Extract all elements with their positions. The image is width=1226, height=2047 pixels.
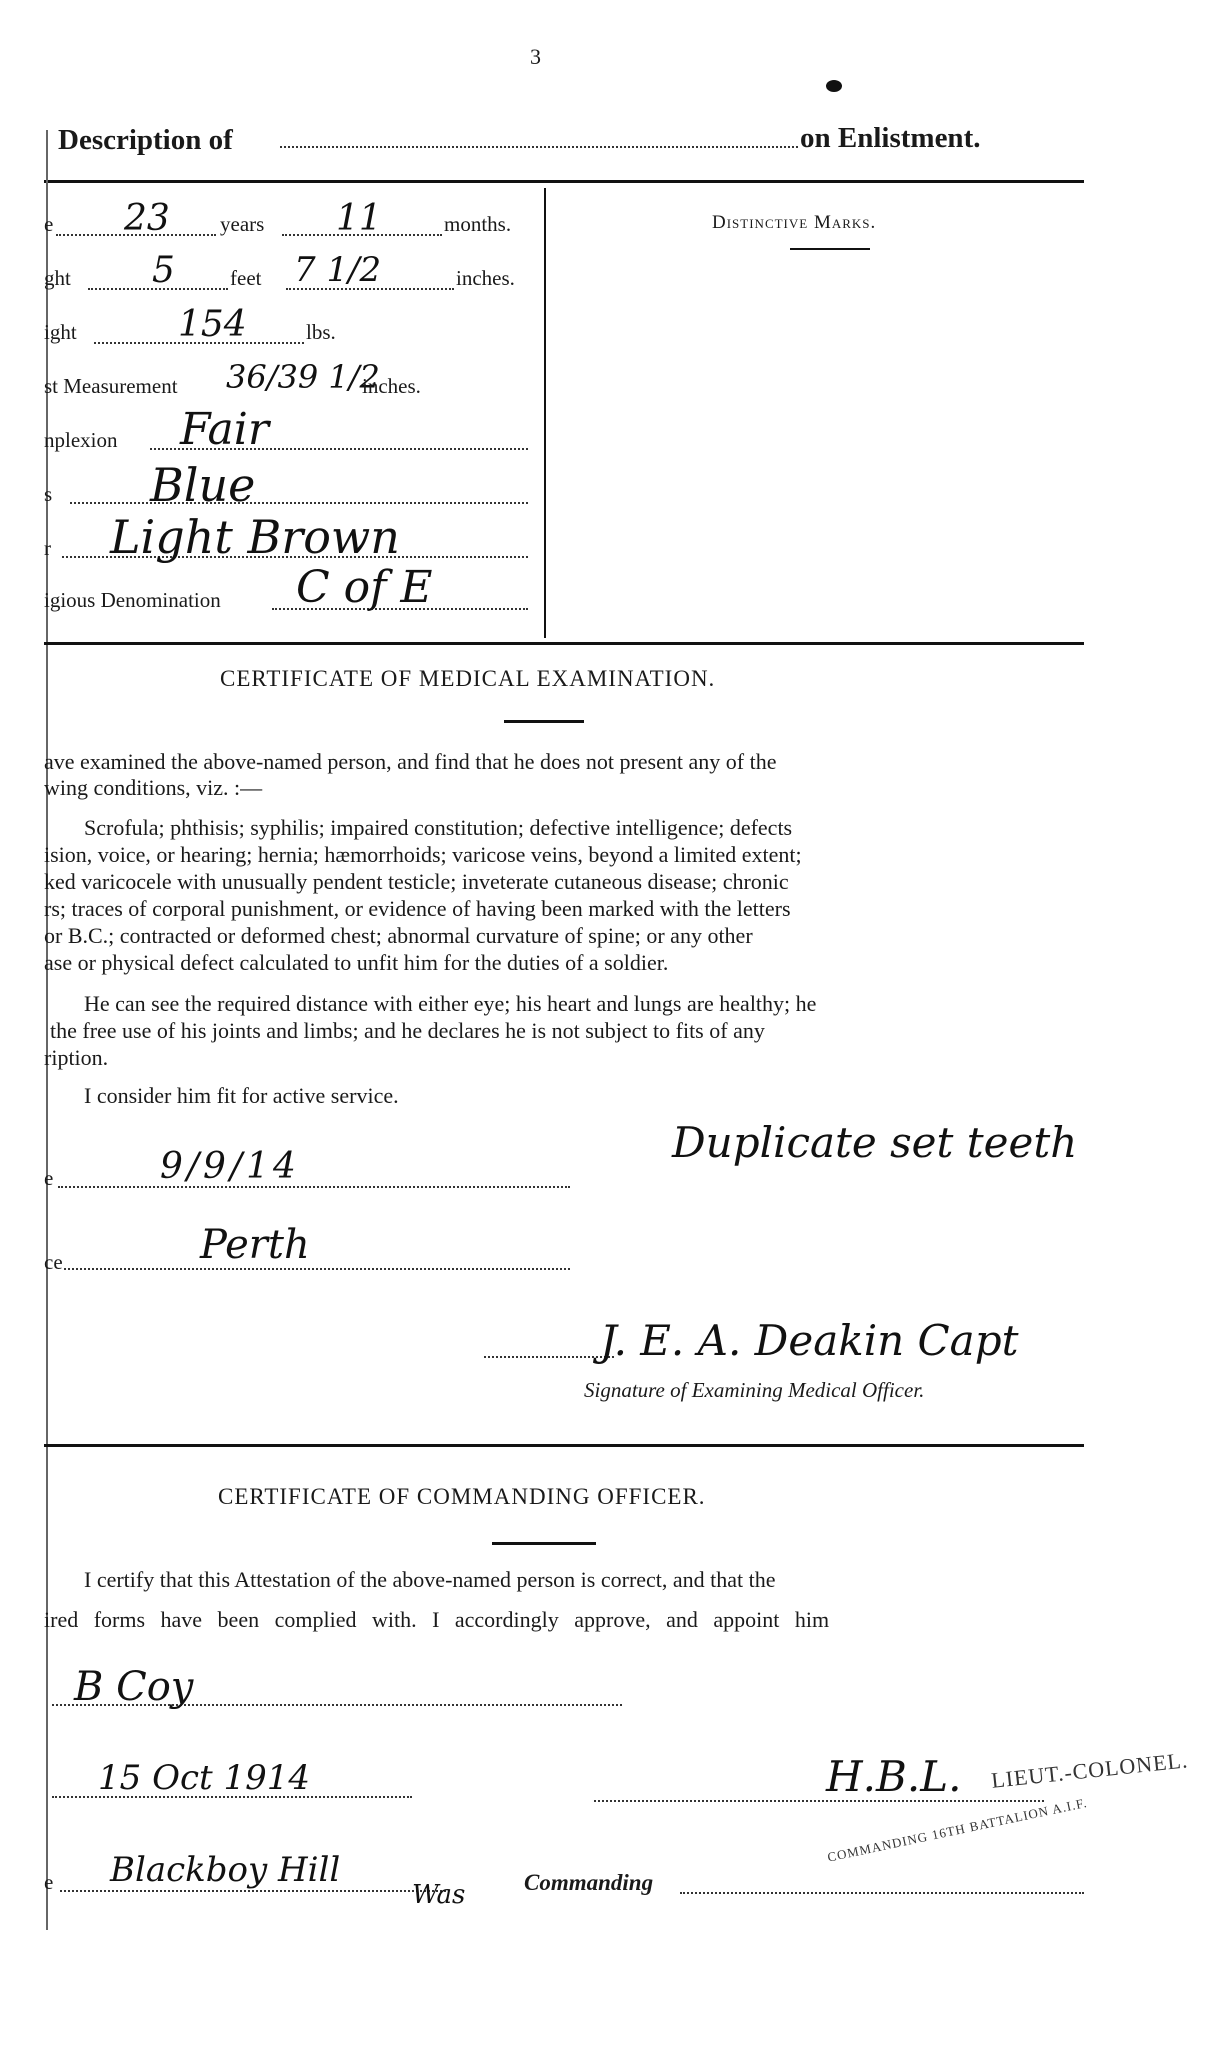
complexion-label: nplexion <box>44 428 118 452</box>
eyes-label: s <box>44 482 53 506</box>
medical-para1-b: wing conditions, viz. :— <box>44 775 263 800</box>
medical-para1: ave examined the above-named person, and find that he does not present any of the <box>44 749 777 774</box>
commanding-label-dotline <box>680 1892 1084 1894</box>
weight-value: 154 <box>178 304 247 345</box>
commanding-heading-underline <box>492 1542 596 1545</box>
distinctive-marks-heading: Distinctive Marks. <box>712 212 877 233</box>
company-value: B Coy <box>74 1664 194 1710</box>
left-margin-line <box>46 130 48 1930</box>
medical-para3-line2: the free use of his joints and limbs; and he declares he is not subject to fits of any <box>50 1018 765 1043</box>
medical-para2-line6: ase or physical defect calculated to unfit him for the duties of a soldier. <box>44 950 669 975</box>
commanding-heading: CERTIFICATE OF COMMANDING OFFICER. <box>218 1484 706 1509</box>
chest-unit: inches. <box>362 374 421 398</box>
age-years-label: years <box>220 212 265 236</box>
commanding-line1: I certify that this Attestation of the above-named person is correct, and that the <box>84 1567 776 1592</box>
medical-note: Duplicate set teeth <box>672 1118 1078 1167</box>
column-divider <box>544 188 546 638</box>
header-rule <box>44 180 1084 183</box>
height-label: ght <box>44 266 71 290</box>
religion-label: igious Denomination <box>44 588 221 612</box>
height-inches-value: 7 1/2 <box>294 250 382 290</box>
medical-para2-line4: rs; traces of corporal punishment, or evidence of having been marked with the letters <box>44 896 791 921</box>
commanding-date-value: 15 Oct 1914 <box>98 1758 310 1798</box>
eyes-dotline <box>70 502 528 504</box>
commanding-label: Commanding <box>524 1870 654 1895</box>
distinctive-marks-underline <box>790 248 870 250</box>
age-months-value: 11 <box>336 198 382 239</box>
weight-label: ight <box>44 320 77 344</box>
eyes-value: Blue <box>150 458 256 512</box>
medical-para3-line1: He can see the required distance with either eye; his heart and lungs are healthy; he <box>84 991 817 1016</box>
height-inches-label: inches. <box>456 266 515 290</box>
medical-date-dotline <box>58 1186 570 1188</box>
complexion-value: Fair <box>180 404 269 455</box>
medical-para2-line1: Scrofula; phthisis; syphilis; impaired constitution; defective intelligence; defects <box>84 815 793 840</box>
commanding-place-extra: Was <box>412 1880 466 1910</box>
medical-para4: I consider him fit for active service. <box>84 1083 399 1108</box>
section-rule-2 <box>44 1444 1084 1447</box>
medical-signature-caption: Signature of Examining Medical Officer. <box>584 1378 925 1402</box>
commanding-signature-dotline <box>594 1800 1044 1802</box>
age-years-value: 23 <box>124 198 170 239</box>
commanding-signature: H.B.L. <box>826 1752 962 1801</box>
medical-heading-underline <box>504 720 584 723</box>
age-label: e <box>44 212 54 236</box>
hair-value: Light Brown <box>110 510 400 564</box>
medical-date-value: 9/9/14 <box>160 1146 300 1187</box>
commanding-place-dotline <box>60 1890 446 1892</box>
section-rule-1 <box>44 642 1084 645</box>
medical-para2-line5: or B.C.; contracted or deformed chest; abnormal curvature of spine; or any other <box>44 923 753 948</box>
height-feet-label: feet <box>230 266 262 290</box>
weight-unit: lbs. <box>306 320 336 344</box>
medical-signature-dotline <box>484 1356 614 1358</box>
medical-heading: CERTIFICATE OF MEDICAL EXAMINATION. <box>220 666 716 691</box>
stamp-rank: LIEUT.-COLONEL. <box>990 1747 1190 1793</box>
religion-value: C of E <box>296 562 433 613</box>
chest-label: st Measurement <box>44 374 178 398</box>
medical-place-label: ce <box>44 1250 63 1274</box>
medical-para2-line3: ked varicocele with unusually pendent testicle; inveterate cutaneous disease; chronic <box>44 869 789 894</box>
page-number: 3 <box>530 44 541 69</box>
description-title-suffix: on Enlistment. <box>800 122 981 154</box>
age-months-label: months. <box>444 212 512 236</box>
medical-para2-line2: ision, voice, or hearing; hernia; hæmorrhoids; varicose veins, beyond a limited extent; <box>44 842 802 867</box>
medical-date-label: e <box>44 1166 54 1190</box>
medical-place-dotline <box>64 1268 570 1270</box>
commanding-place-label: e <box>44 1870 54 1894</box>
medical-para3-line3: ription. <box>44 1045 109 1070</box>
ink-blot <box>826 80 842 92</box>
medical-place-value: Perth <box>200 1222 310 1268</box>
description-title-dotline <box>280 146 798 148</box>
description-title: Description of <box>58 124 233 156</box>
commanding-place-value: Blackboy Hill <box>110 1850 341 1890</box>
medical-signature: J. E. A. Deakin Capt <box>600 1316 1019 1365</box>
height-feet-value: 5 <box>152 250 175 291</box>
stamp-unit: COMMANDING 16TH BATTALION A.I.F. <box>826 1794 1089 1865</box>
commanding-line2: ired forms have been complied with. I accordingly approve, and appoint him <box>44 1607 830 1632</box>
hair-label: r <box>44 536 51 560</box>
chest-value: 36/39 1/2 <box>226 358 380 396</box>
